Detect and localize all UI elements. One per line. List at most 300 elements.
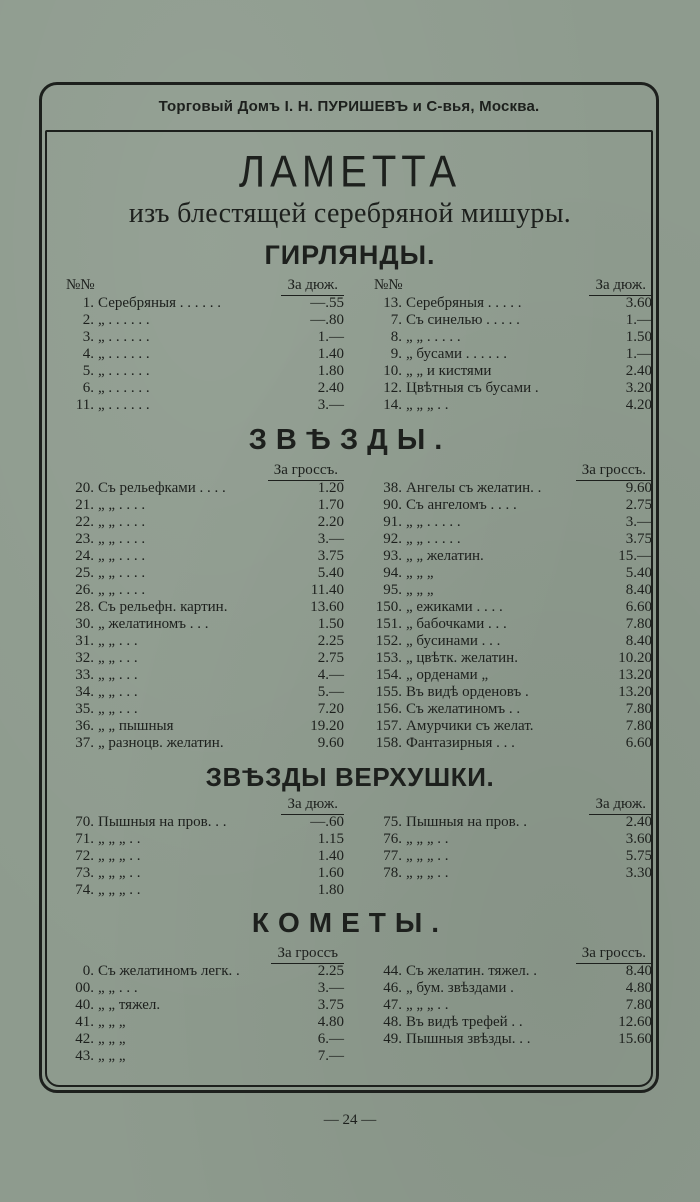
item-number: 31.	[75, 633, 94, 649]
unit-label: За гроссъ.	[576, 945, 652, 964]
column-header	[62, 462, 347, 480]
item-price: 1.70	[317, 497, 344, 513]
price-row	[370, 701, 655, 718]
item-description: „ . . . . . .	[98, 380, 150, 396]
item-number: 6.	[82, 380, 94, 396]
item-number: 3.	[82, 329, 94, 345]
price-row	[370, 814, 655, 831]
item-number: 8.	[390, 329, 402, 345]
item-price: 3.75	[317, 997, 344, 1013]
item-price: 3.60	[625, 295, 652, 311]
item-description: Съ рельефн. картин.	[98, 599, 228, 615]
item-description: Серебряныя . . . . . .	[98, 295, 222, 311]
star-tops-right-column	[370, 796, 655, 882]
price-row	[62, 599, 347, 616]
item-number: 47.	[383, 997, 402, 1013]
item-price: 1.15	[317, 831, 344, 847]
garlands-right-column	[370, 277, 655, 414]
item-description: „ „ . . .	[98, 684, 138, 700]
price-row	[370, 616, 655, 633]
price-row	[370, 667, 655, 684]
item-description: „ „ „	[406, 565, 434, 581]
item-description: „ „ . . . .	[98, 548, 146, 564]
item-price: 1.50	[625, 329, 652, 345]
item-number: 1.	[82, 295, 94, 311]
item-description: „ желатиномъ . . .	[98, 616, 209, 632]
item-number: 157.	[375, 718, 402, 734]
price-rows	[370, 480, 655, 752]
item-number: 26.	[75, 582, 94, 598]
item-price: 15.60	[618, 1031, 652, 1047]
price-row	[62, 980, 347, 997]
price-row	[370, 480, 655, 497]
section-heading-star-tops: ЗВѢЗДЫ ВЕРХУШКИ.	[205, 762, 495, 792]
item-description: Съ желатиномъ легк. .	[98, 963, 240, 979]
price-row	[62, 295, 347, 312]
item-price: 1.—	[317, 329, 344, 345]
item-description: „ „ . . . .	[98, 497, 146, 513]
item-price: —.60	[310, 814, 344, 830]
price-row	[370, 295, 655, 312]
item-price: 1.—	[625, 312, 652, 328]
page-subtitle: изъ блестящей серебряной мишуры.	[128, 198, 572, 229]
item-number: 35.	[75, 701, 94, 717]
price-row	[62, 497, 347, 514]
price-row	[62, 735, 347, 752]
price-row	[62, 531, 347, 548]
item-description: Съ ангеломъ . . . .	[406, 497, 517, 513]
column-header	[62, 945, 347, 963]
item-number: 14.	[383, 397, 402, 413]
price-rows	[370, 963, 655, 1048]
price-row	[370, 514, 655, 531]
item-price: 7.80	[625, 701, 652, 717]
item-description: „ „ . . . .	[98, 582, 146, 598]
price-row	[62, 1048, 347, 1065]
item-description: „ „ „ . .	[98, 882, 141, 898]
item-price: 13.20	[618, 667, 652, 683]
item-price: 7.80	[625, 997, 652, 1013]
item-description: „ „ . . . .	[98, 565, 146, 581]
item-description: „ „ . . . . .	[406, 329, 461, 345]
item-number: 43.	[75, 1048, 94, 1064]
unit-label: За гроссъ.	[268, 462, 344, 481]
item-number: 46.	[383, 980, 402, 996]
item-price: 9.60	[625, 480, 652, 496]
item-number: 23.	[75, 531, 94, 547]
item-description: Съ желатиномъ . .	[406, 701, 521, 717]
item-number: 78.	[383, 865, 402, 881]
item-number: 44.	[383, 963, 402, 979]
item-number: 32.	[75, 650, 94, 666]
item-number: 34.	[75, 684, 94, 700]
item-number: 93.	[383, 548, 402, 564]
item-number: 11.	[75, 397, 94, 413]
item-description: „ „ „	[98, 1031, 126, 1047]
item-description: „ бусинами . . .	[406, 633, 501, 649]
item-description: Фантазирныя . . .	[406, 735, 515, 751]
item-description: „ ежиками . . . .	[406, 599, 503, 615]
item-number: 48.	[383, 1014, 402, 1030]
item-number: 153.	[375, 650, 402, 666]
price-row	[62, 329, 347, 346]
item-number: 70.	[75, 814, 94, 830]
item-number: 4.	[82, 346, 94, 362]
item-price: 2.40	[317, 380, 344, 396]
item-number: 73.	[75, 865, 94, 881]
price-row	[62, 514, 347, 531]
price-row	[370, 980, 655, 997]
item-number: 154.	[375, 667, 402, 683]
item-description: „ . . . . . .	[98, 312, 150, 328]
price-row	[370, 312, 655, 329]
item-description: „ . . . . . .	[98, 346, 150, 362]
price-row	[370, 831, 655, 848]
unit-label: За дюж.	[281, 277, 344, 296]
price-rows	[62, 963, 347, 1065]
item-price: 13.20	[618, 684, 652, 700]
item-description: Съ синелью . . . . .	[406, 312, 520, 328]
price-row	[62, 848, 347, 865]
item-price: 5.—	[317, 684, 344, 700]
item-price: 4.80	[317, 1014, 344, 1030]
item-description: „ орденами „	[406, 667, 489, 683]
unit-label: За дюж.	[589, 277, 652, 296]
item-price: 1.80	[317, 363, 344, 379]
item-description: „ бум. звѣздами .	[406, 980, 514, 996]
item-price: 7.—	[317, 1048, 344, 1064]
item-price: 1.—	[625, 346, 652, 362]
price-row	[370, 599, 655, 616]
item-number: 37.	[75, 735, 94, 751]
item-price: —.80	[310, 312, 344, 328]
item-number: 156.	[375, 701, 402, 717]
section-heading-garlands: ГИРЛЯНДЫ.	[264, 240, 436, 270]
item-number: 33.	[75, 667, 94, 683]
item-description: „ „ . . .	[98, 667, 138, 683]
item-description: „ „ „ . .	[98, 831, 141, 847]
item-number: 77.	[383, 848, 402, 864]
item-description: „ „ „ . .	[406, 831, 449, 847]
item-description: „ бабочками . . .	[406, 616, 507, 632]
price-row	[62, 718, 347, 735]
item-description: „ „ „ . .	[406, 848, 449, 864]
publisher-header: Торговый Домъ І. Н. ПУРИШЕВЪ и С-вья, Москва.	[158, 98, 540, 115]
price-row	[370, 735, 655, 752]
price-row	[370, 650, 655, 667]
item-number: 42.	[75, 1031, 94, 1047]
price-row	[62, 701, 347, 718]
item-description: „ „ . . . . .	[406, 514, 461, 530]
item-description: „ . . . . . .	[98, 363, 150, 379]
item-description: „ „ . . .	[98, 633, 138, 649]
item-price: 3.75	[317, 548, 344, 564]
item-description: „ . . . . . .	[98, 397, 150, 413]
unit-label: За гроссъ	[271, 945, 344, 964]
item-description: „ „ . . . .	[98, 514, 146, 530]
unit-label: За дюж.	[281, 796, 344, 815]
item-description: „ „ тяжел.	[98, 997, 161, 1013]
price-row	[370, 380, 655, 397]
item-price: 2.20	[317, 514, 344, 530]
item-number: 90.	[383, 497, 402, 513]
item-description: „ „ и кистями	[406, 363, 492, 379]
page-title: ЛАМЕТТА	[238, 147, 462, 197]
price-row	[62, 548, 347, 565]
item-description: Серебряныя . . . . .	[406, 295, 522, 311]
price-row	[62, 814, 347, 831]
item-description: Пышныя звѣзды. . .	[406, 1031, 531, 1047]
item-price: 2.40	[625, 814, 652, 830]
price-row	[62, 312, 347, 329]
garlands-left-column	[62, 277, 347, 414]
price-row	[62, 831, 347, 848]
price-row	[370, 497, 655, 514]
item-number: 72.	[75, 848, 94, 864]
section-heading-stars: ЗВѢЗДЫ.	[248, 424, 452, 456]
price-row	[62, 480, 347, 497]
item-price: 1.40	[317, 346, 344, 362]
item-description: „ разноцв. желатин.	[98, 735, 224, 751]
number-label: №№	[374, 277, 403, 293]
item-description: „ „ „	[406, 582, 434, 598]
item-number: 152.	[375, 633, 402, 649]
unit-label: За дюж.	[589, 796, 652, 815]
price-row	[62, 616, 347, 633]
price-row	[370, 363, 655, 380]
column-header	[370, 462, 655, 480]
item-price: 15.—	[618, 548, 652, 564]
price-row	[62, 380, 347, 397]
item-number: 22.	[75, 514, 94, 530]
item-price: 6.60	[625, 735, 652, 751]
item-price: 11.40	[310, 582, 344, 598]
price-row	[62, 565, 347, 582]
item-number: 151.	[375, 616, 402, 632]
item-price: 1.60	[317, 865, 344, 881]
item-description: „ „ „ . .	[98, 848, 141, 864]
item-number: 24.	[75, 548, 94, 564]
item-description: „ „ . . . .	[98, 531, 146, 547]
item-description: „ „ . . .	[98, 701, 138, 717]
unit-label: За гроссъ.	[576, 462, 652, 481]
item-price: 5.40	[317, 565, 344, 581]
price-row	[370, 865, 655, 882]
item-description: „ „ . . . . .	[406, 531, 461, 547]
item-price: 9.60	[317, 735, 344, 751]
price-row	[370, 582, 655, 599]
column-header	[370, 277, 655, 295]
item-price: 19.20	[310, 718, 344, 734]
column-header	[370, 796, 655, 814]
price-row	[62, 684, 347, 701]
item-description: Въ видѣ орденовъ .	[406, 684, 529, 700]
price-row	[370, 1031, 655, 1048]
item-number: 21.	[75, 497, 94, 513]
item-price: 8.40	[625, 963, 652, 979]
item-price: 1.50	[317, 616, 344, 632]
price-row	[62, 582, 347, 599]
item-number: 74.	[75, 882, 94, 898]
item-description: Въ видѣ трефей . .	[406, 1014, 523, 1030]
item-number: 30.	[75, 616, 94, 632]
stars-right-column	[370, 462, 655, 752]
price-row	[62, 667, 347, 684]
item-number: 49.	[383, 1031, 402, 1047]
item-price: 10.20	[618, 650, 652, 666]
item-number: 0.	[82, 963, 94, 979]
item-price: 8.40	[625, 582, 652, 598]
item-description: „ „ „ . .	[406, 865, 449, 881]
item-number: 41.	[75, 1014, 94, 1030]
item-price: 3.30	[625, 865, 652, 881]
price-row	[62, 650, 347, 667]
star-tops-left-column	[62, 796, 347, 899]
column-header	[62, 277, 347, 295]
item-description: Амурчики съ желат.	[406, 718, 534, 734]
item-number: 95.	[383, 582, 402, 598]
item-number: 5.	[82, 363, 94, 379]
item-description: Съ желатин. тяжел. .	[406, 963, 538, 979]
item-price: 2.75	[625, 497, 652, 513]
item-price: 3.—	[317, 397, 344, 413]
item-description: Пышныя на пров. .	[406, 814, 528, 830]
price-row	[62, 882, 347, 899]
item-price: 3.60	[625, 831, 652, 847]
item-number: 36.	[75, 718, 94, 734]
item-price: 2.40	[625, 363, 652, 379]
page-number: — 24 —	[323, 1112, 377, 1128]
item-description: „ „ „ . .	[406, 997, 449, 1013]
item-number: 38.	[383, 480, 402, 496]
price-row	[370, 1014, 655, 1031]
item-number: 25.	[75, 565, 94, 581]
item-price: 4.80	[625, 980, 652, 996]
item-price: 12.60	[618, 1014, 652, 1030]
price-row	[370, 329, 655, 346]
item-number: 7.	[390, 312, 402, 328]
item-number: 28.	[75, 599, 94, 615]
item-price: 8.40	[625, 633, 652, 649]
item-price: 1.80	[317, 882, 344, 898]
price-row	[370, 684, 655, 701]
price-row	[62, 363, 347, 380]
item-number: 10.	[383, 363, 402, 379]
item-price: 5.40	[625, 565, 652, 581]
item-number: 20.	[75, 480, 94, 496]
item-price: 3.—	[317, 980, 344, 996]
item-number: 150.	[375, 599, 402, 615]
item-number: 155.	[375, 684, 402, 700]
price-row	[62, 346, 347, 363]
item-number: 12.	[383, 380, 402, 396]
price-rows	[62, 295, 347, 414]
price-row	[62, 1031, 347, 1048]
price-row	[62, 865, 347, 882]
item-number: 71.	[75, 831, 94, 847]
item-description: Съ рельефками . . . .	[98, 480, 226, 496]
item-description: „ „ „	[98, 1014, 126, 1030]
item-price: 6.60	[625, 599, 652, 615]
item-description: „ бусами . . . . . .	[406, 346, 507, 362]
item-price: —.55	[310, 295, 344, 311]
item-number: 94.	[383, 565, 402, 581]
item-description: „ „ „ . .	[406, 397, 449, 413]
item-price: 2.25	[317, 963, 344, 979]
item-price: 7.80	[625, 616, 652, 632]
item-number: 76.	[383, 831, 402, 847]
item-price: 2.75	[317, 650, 344, 666]
item-number: 00.	[75, 980, 94, 996]
price-row	[370, 997, 655, 1014]
price-rows	[62, 480, 347, 752]
item-description: Ангелы съ желатин. .	[406, 480, 542, 496]
item-description: „ „ „	[98, 1048, 126, 1064]
item-description: Цвѣтныя съ бусами .	[406, 380, 539, 396]
item-number: 9.	[390, 346, 402, 362]
item-price: 3.—	[625, 514, 652, 530]
price-row	[62, 397, 347, 414]
price-row	[370, 346, 655, 363]
item-price: 13.60	[310, 599, 344, 615]
stars-left-column	[62, 462, 347, 752]
column-header	[62, 796, 347, 814]
price-row	[62, 1014, 347, 1031]
item-description: „ „ желатин.	[406, 548, 484, 564]
price-row	[370, 531, 655, 548]
item-price: 4.—	[317, 667, 344, 683]
number-label: №№	[66, 277, 95, 293]
item-number: 40.	[75, 997, 94, 1013]
item-number: 13.	[383, 295, 402, 311]
item-price: 2.25	[317, 633, 344, 649]
item-description: „ цвѣтк. желатин.	[406, 650, 518, 666]
price-rows	[370, 814, 655, 882]
item-description: „ „ „ . .	[98, 865, 141, 881]
item-price: 1.20	[317, 480, 344, 496]
price-rows	[62, 814, 347, 899]
item-price: 3.20	[625, 380, 652, 396]
price-row	[370, 565, 655, 582]
item-price: 6.—	[317, 1031, 344, 1047]
price-row	[62, 963, 347, 980]
item-description: Пышныя на пров. . .	[98, 814, 227, 830]
item-price: 3.75	[625, 531, 652, 547]
price-row	[370, 718, 655, 735]
item-number: 91.	[383, 514, 402, 530]
item-number: 75.	[383, 814, 402, 830]
comets-right-column	[370, 945, 655, 1048]
price-row	[370, 548, 655, 565]
item-description: „ „ пышныя	[98, 718, 174, 734]
price-row	[62, 633, 347, 650]
price-row	[62, 997, 347, 1014]
item-price: 4.20	[625, 397, 652, 413]
item-number: 158.	[375, 735, 402, 751]
comets-left-column	[62, 945, 347, 1065]
price-row	[370, 848, 655, 865]
price-row	[370, 963, 655, 980]
item-price: 7.20	[317, 701, 344, 717]
item-price: 1.40	[317, 848, 344, 864]
item-number: 92.	[383, 531, 402, 547]
column-header	[370, 945, 655, 963]
item-number: 2.	[82, 312, 94, 328]
item-price: 3.—	[317, 531, 344, 547]
price-row	[370, 633, 655, 650]
section-heading-comets: КОМЕТЫ.	[251, 907, 449, 938]
item-price: 5.75	[625, 848, 652, 864]
